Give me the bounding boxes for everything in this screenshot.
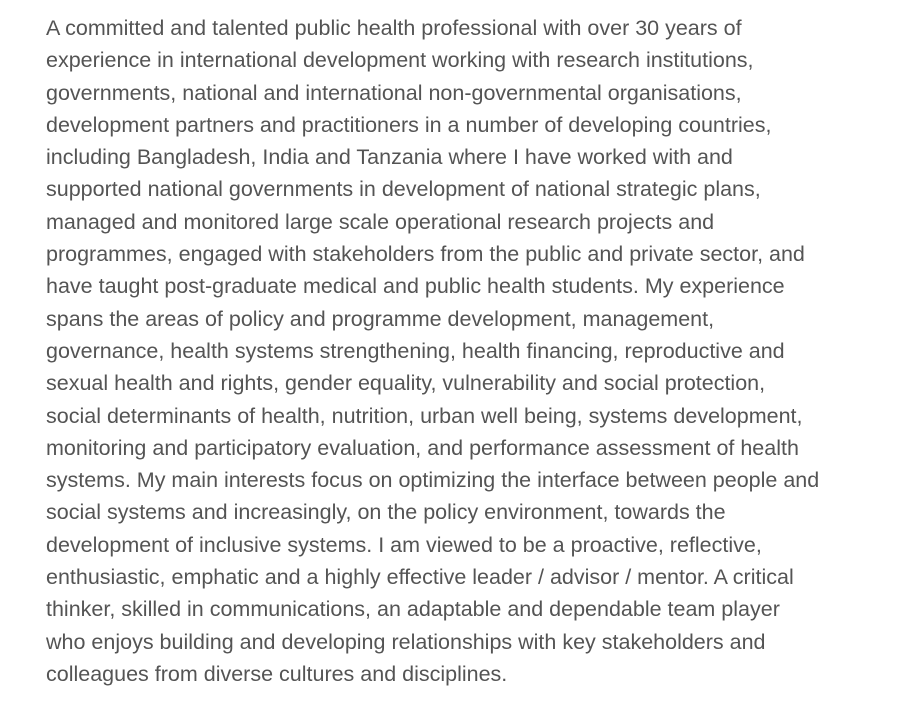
bio-paragraph: [46, 12, 880, 690]
bio-line: systems. My main interests focus on optimizing the interface between people and: [46, 468, 820, 493]
bio-line: supported national governments in development of national strategic plans,: [46, 177, 761, 202]
bio-line: social systems and increasingly, on the policy environment, towards the: [46, 500, 726, 525]
bio-line: social determinants of health, nutrition, urban well being, systems development,: [46, 403, 803, 428]
bio-line: sexual health and rights, gender equality, vulnerability and social protection,: [46, 371, 766, 396]
bio-line: colleagues from diverse cultures and disciplines.: [46, 661, 508, 686]
bio-line: managed and monitored large scale operational research projects and: [46, 209, 715, 234]
bio-line: spans the areas of policy and programme development, management,: [46, 306, 715, 331]
bio-line: development of inclusive systems. I am viewed to be a proactive, reflective,: [46, 532, 762, 557]
bio-line: who enjoys building and developing relationships with key stakeholders and: [46, 629, 766, 654]
bio-line: have taught post-graduate medical and public health students. My experience: [46, 274, 785, 299]
bio-line: development partners and practitioners in a number of developing countries,: [46, 112, 772, 137]
bio-line: monitoring and participatory evaluation, and performance assessment of health: [46, 435, 799, 460]
bio-line: governance, health systems strengthening, health financing, reproductive and: [46, 338, 785, 363]
bio-line: A committed and talented public health professional with over 30 years of: [46, 16, 742, 40]
bio-line: thinker, skilled in communications, an adaptable and dependable team player: [46, 597, 780, 622]
bio-line: including Bangladesh, India and Tanzania where I have worked with and: [46, 145, 733, 170]
bio-line: programmes, engaged with stakeholders from the public and private sector, and: [46, 242, 805, 267]
bio-line: experience in international development working with research institutions,: [46, 48, 754, 73]
bio-line: enthusiastic, emphatic and a highly effective leader / advisor / mentor. A critical: [46, 565, 794, 590]
bio-line: governments, national and international non-governmental organisations,: [46, 80, 742, 105]
